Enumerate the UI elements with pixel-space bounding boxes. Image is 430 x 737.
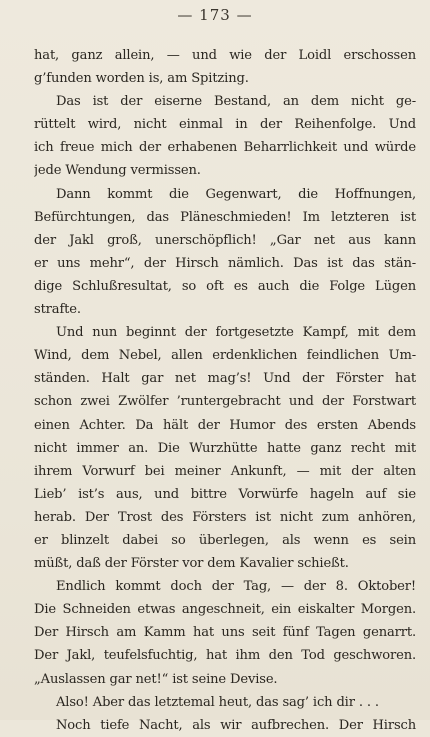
text-line: Das ist der eiserne Bestand, an dem nicht ge- (56, 94, 416, 110)
text-line: Der Jakl, teufelsfuchtig, hat ihm den Tod geschworen. (34, 648, 416, 664)
text-line: er blinzelt dabei so überlegen, als wenn es sein (34, 532, 416, 548)
text-line: Also! Aber das letztemal heut, das sag’ ich dir . . . (56, 694, 379, 710)
text-line: g’funden worden is, am Spitzing. (34, 71, 249, 87)
text-line: „Auslassen gar net!“ ist seine Devise. (34, 671, 278, 687)
text-line: schon zwei Zwölfer ’runtergebracht und der Forstwart (34, 394, 416, 410)
text-line: ich freue mich der erhabenen Beharrlichkeit und würde (34, 140, 416, 156)
text-line: Der Hirsch am Kamm hat uns seit fünf Tagen genarrt. (34, 625, 416, 641)
text-line: rüttelt wird, nicht einmal in der Reihenfolge. Und (34, 117, 416, 133)
text-line: Dann kommt die Gegenwart, die Hoffnungen, (56, 186, 416, 202)
text-line: Die Schneiden etwas angeschneit, ein eiskalter Morgen. (34, 602, 416, 618)
text-line: er uns mehr“, der Hirsch nämlich. Das ist das stän- (34, 255, 416, 271)
text-block (34, 44, 416, 737)
text-line: ihrem Vorwurf bei meiner Ankunft, — mit der alten (34, 463, 416, 479)
text-line: Noch tiefe Nacht, als wir aufbrechen. Der Hirsch (56, 717, 416, 733)
text-line: einen Achter. Da hält der Humor des ersten Abends (34, 417, 416, 433)
page-number: — 173 — (177, 6, 253, 24)
text-line: Und nun beginnt der fortgesetzte Kampf, mit dem (56, 325, 416, 341)
text-line: Endlich kommt doch der Tag, — der 8. Oktober! (56, 579, 416, 595)
text-line: müßt, daß der Förster vor dem Kavalier schießt. (34, 556, 349, 572)
text-line: ständen. Halt gar net mag’s! Und der Förster hat (34, 371, 416, 387)
text-line: Befürchtungen, das Pläneschmieden! Im letzteren ist (34, 209, 416, 225)
text-line: Lieb’ ist’s aus, und bittre Vorwürfe hageln auf sie (34, 486, 416, 502)
text-line: Wind, dem Nebel, allen erdenklichen feindlichen Um- (34, 348, 416, 364)
text-line: hat, ganz allein, — und wie der Loidl erschossen (34, 48, 416, 63)
text-line: nicht immer an. Die Wurzhütte hatte ganz recht mit (34, 440, 416, 456)
text-line: der Jakl groß, unerschöpflich! „Gar net aus kann (34, 232, 416, 248)
text-line: strafte. (34, 302, 81, 318)
text-line: dige Schlußresultat, so oft es auch die Folge Lügen (34, 278, 416, 294)
text-line: herab. Der Trost des Försters ist nicht zum anhören, (34, 509, 416, 525)
text-line: jede Wendung vermissen. (34, 163, 201, 179)
